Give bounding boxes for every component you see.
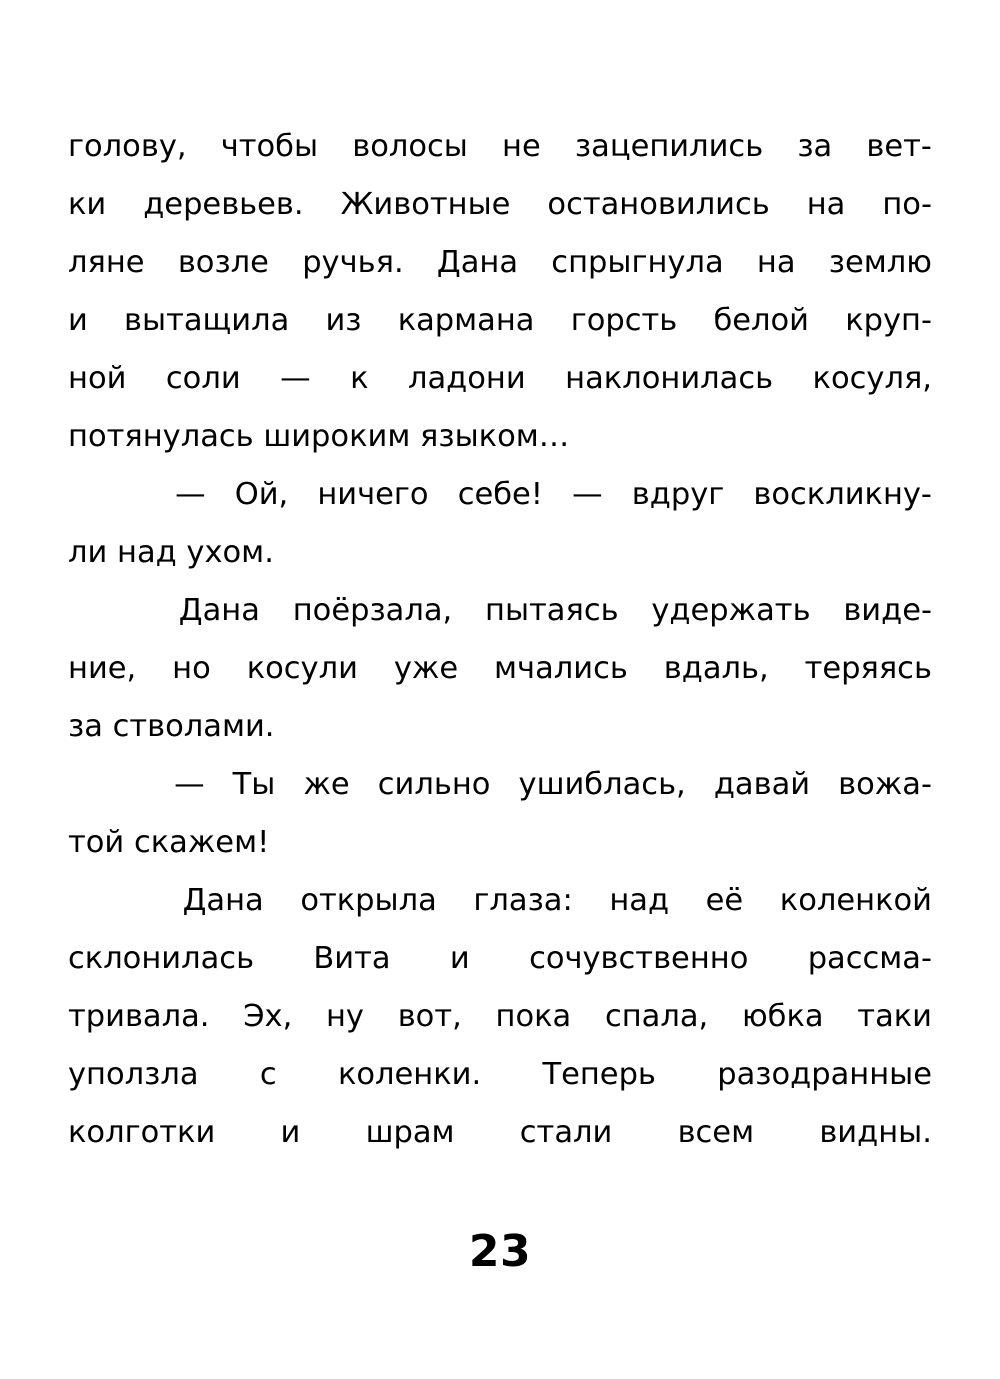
text-word: косуля, — [812, 361, 932, 396]
text-word: удержать — [651, 593, 811, 628]
text-word: к — [350, 361, 369, 396]
text-word: юбка — [741, 999, 824, 1034]
text-word: соли — [165, 361, 241, 396]
text-word: склонилась — [68, 941, 255, 976]
text-word: кармана — [397, 303, 535, 338]
text-word: вет- — [866, 129, 932, 164]
text-word: не — [502, 129, 541, 164]
text-word: и — [449, 941, 470, 976]
text-line — [68, 930, 932, 988]
text-word: ушиблась, — [518, 767, 686, 802]
text-word: пытаясь — [485, 593, 619, 628]
text-line — [68, 118, 932, 176]
text-word: Дана — [436, 245, 519, 280]
text-word: горсть — [570, 303, 678, 338]
text-word: голову, — [68, 129, 187, 164]
text-word: из — [325, 303, 362, 338]
text-word: зацепились — [574, 129, 764, 164]
text-word: стали — [519, 1115, 613, 1150]
text-word: с — [259, 1057, 277, 1092]
text-word: вдруг — [631, 477, 725, 512]
text-line — [68, 1104, 932, 1162]
page-text-body — [68, 118, 932, 1162]
text-word: шрам — [365, 1115, 455, 1150]
text-word: всем — [677, 1115, 755, 1150]
text-line: за стволами. — [68, 709, 275, 744]
text-line — [68, 582, 932, 640]
text-word: деревьев. — [143, 187, 304, 222]
text-word: белой — [713, 303, 809, 338]
text-word: уже — [393, 651, 459, 686]
text-word: остановились — [547, 187, 770, 222]
text-word: за — [797, 129, 833, 164]
text-line — [68, 872, 932, 930]
text-word: рассма- — [807, 941, 932, 976]
text-word: на — [756, 245, 796, 280]
text-line — [68, 466, 932, 524]
text-word: воскликну- — [753, 477, 932, 512]
text-word: — — [572, 477, 603, 512]
text-line: потянулась широким языком… — [68, 419, 570, 454]
text-word: спрыгнула — [551, 245, 724, 280]
text-word: Животные — [340, 187, 511, 222]
text-word: круп- — [845, 303, 932, 338]
text-line — [68, 1046, 932, 1104]
text-word: разодранные — [717, 1057, 932, 1092]
text-word: вдаль, — [663, 651, 769, 686]
text-word: и — [280, 1115, 301, 1150]
text-word: видны. — [819, 1115, 932, 1150]
text-word: Теперь — [542, 1057, 656, 1092]
text-line — [68, 988, 932, 1046]
text-word: себе! — [457, 477, 544, 512]
text-word: Дана — [182, 883, 264, 918]
text-line — [68, 756, 932, 814]
text-word: ки — [68, 187, 107, 222]
text-word: глаза: — [473, 883, 573, 918]
text-word: ние, — [68, 651, 137, 686]
text-line: ли над ухом. — [68, 535, 274, 570]
text-word: ручья. — [302, 245, 404, 280]
text-word: — — [280, 361, 311, 396]
text-word: на — [806, 187, 846, 222]
text-word: колготки — [68, 1115, 216, 1150]
text-word: тривала. — [68, 999, 210, 1034]
text-word: ладони — [408, 361, 526, 396]
text-word: вот, — [397, 999, 462, 1034]
text-line — [68, 640, 932, 698]
text-word: теряясь — [804, 651, 932, 686]
text-word: же — [303, 767, 350, 802]
text-word: мчались — [494, 651, 628, 686]
text-word: Дана — [178, 593, 260, 628]
text-word: Вита — [313, 941, 391, 976]
text-word: — — [175, 477, 206, 512]
text-word: но — [172, 651, 211, 686]
text-word: ной — [68, 361, 127, 396]
text-word: над — [609, 883, 670, 918]
text-word: Эх, — [243, 999, 293, 1034]
text-word: таки — [857, 999, 932, 1034]
text-word: и — [68, 303, 88, 338]
text-word: вожа- — [838, 767, 932, 802]
text-word: коленкой — [779, 883, 932, 918]
page-number: 23 — [468, 1226, 532, 1277]
text-word: сильно — [377, 767, 491, 802]
text-word: спала, — [604, 999, 709, 1034]
text-line — [68, 234, 932, 292]
text-word: виде- — [843, 593, 932, 628]
text-word: вытащила — [124, 303, 290, 338]
text-word: наклонилась — [565, 361, 774, 396]
text-word: уползла — [68, 1057, 199, 1092]
text-line — [68, 176, 932, 234]
text-word: возле — [177, 245, 269, 280]
text-word: волосы — [352, 129, 468, 164]
text-line — [68, 350, 932, 408]
text-word: Ты — [232, 767, 276, 802]
text-word: ну — [325, 999, 364, 1034]
text-line — [68, 292, 932, 350]
text-word: её — [705, 883, 744, 918]
text-word: поёрзала, — [292, 593, 453, 628]
text-word: по- — [882, 187, 932, 222]
text-word: ничего — [317, 477, 429, 512]
text-word: землю — [828, 245, 932, 280]
text-word: — — [174, 767, 205, 802]
text-word: Ой, — [234, 477, 289, 512]
text-word: ляне — [68, 245, 145, 280]
text-line: той скажем! — [68, 825, 270, 860]
text-word: открыла — [300, 883, 437, 918]
text-word: коленки. — [337, 1057, 482, 1092]
text-word: чтобы — [220, 129, 319, 164]
text-word: пока — [495, 999, 572, 1034]
text-word: сочувственно — [529, 941, 749, 976]
text-word: давай — [713, 767, 811, 802]
text-word: косули — [246, 651, 358, 686]
